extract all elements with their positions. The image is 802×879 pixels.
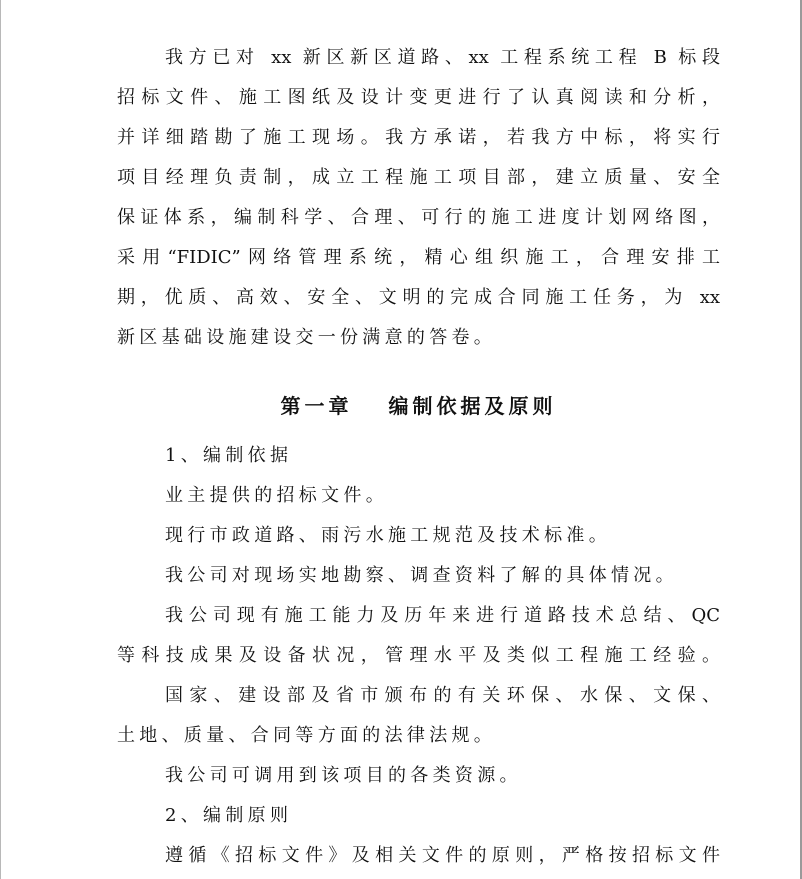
basis-item-1: 业主提供的招标文件。 [165, 485, 388, 506]
intro-line-2: 招标文件、施工图纸及设计变更进行了认真阅读和分析， [117, 87, 720, 108]
intro-line-8: 新区基础设施建设交一份满意的答卷。 [117, 327, 497, 348]
basis-item-5-line-1: 国家、建设部及省市颁布的有关环保、水保、文保、 [165, 685, 720, 706]
intro-line-6: 采用“FIDIC”网络管理系统，精心组织施工，合理安排工 [117, 247, 720, 268]
basis-item-4-line-1: 我公司现有施工能力及历年来进行道路技术总结、QC [165, 605, 720, 626]
chapter-title: 编制依据及原则 [388, 394, 557, 418]
intro-line-5: 保证体系，编制科学、合理、可行的施工进度计划网络图， [117, 207, 720, 228]
chapter-number: 第一章 [280, 394, 353, 418]
intro-line-3: 并详细踏勘了施工现场。我方承诺，若我方中标，将实行 [117, 127, 720, 148]
intro-line-4: 项目经理负责制，成立工程施工项目部，建立质量、安全 [117, 167, 720, 188]
basis-item-4-line-2: 等科技成果及设备状况，管理水平及类似工程施工经验。 [117, 645, 720, 666]
basis-item-6: 我公司可调用到该项目的各类资源。 [165, 765, 522, 786]
page-left-border [0, 0, 1, 879]
basis-item-3: 我公司对现场实地勘察、调查资料了解的具体情况。 [165, 565, 678, 586]
principles-line-1: 遵循《招标文件》及相关文件的原则，严格按招标文件 [165, 845, 720, 866]
intro-line-7: 期，优质、高效、安全、文明的完成合同施工任务，为 xx [117, 287, 720, 308]
chapter-heading [117, 386, 720, 426]
section-basis-heading: 1、编制依据 [165, 445, 293, 466]
section-principles [117, 796, 720, 876]
basis-item-2: 现行市政道路、雨污水施工规范及技术标准。 [165, 525, 611, 546]
basis-item-5-line-2: 土地、质量、合同等方面的法律法规。 [117, 725, 497, 746]
section-basis [117, 436, 720, 796]
intro-paragraph [117, 38, 720, 358]
intro-line-1: 我方已对 xx 新区新区道路、xx 工程系统工程 B 标段 [165, 47, 720, 68]
document-body [117, 38, 720, 876]
section-principles-heading: 2、编制原则 [165, 805, 293, 826]
